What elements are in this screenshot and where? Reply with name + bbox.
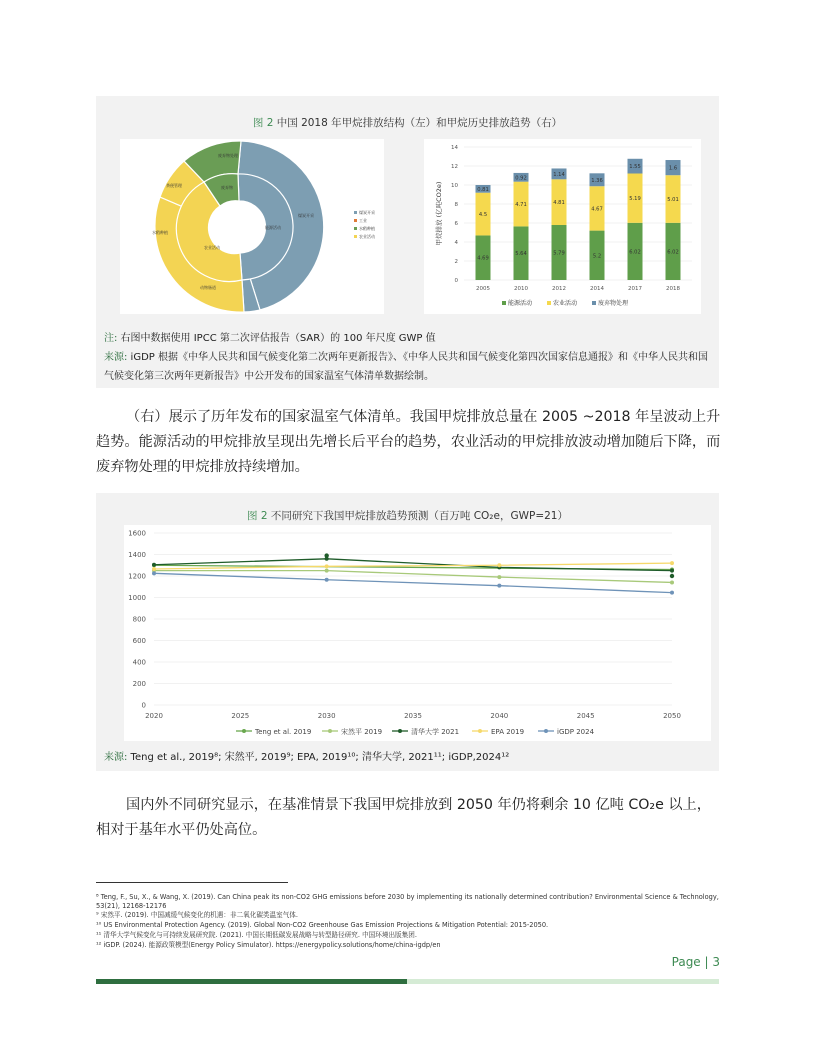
- bar-data-label: 1.55: [629, 164, 641, 171]
- line-y-tick: 1000: [128, 594, 146, 602]
- bar-legend-swatch: [592, 301, 596, 305]
- donut-inner-label-energy: 能源活动: [265, 225, 281, 230]
- donut-legend-label-2: 水稻种植: [359, 226, 375, 231]
- line-y-tick: 600: [132, 637, 146, 645]
- line-legend-marker: [398, 729, 402, 733]
- bar-y-tick: 10: [451, 183, 458, 189]
- line-point: [152, 571, 156, 575]
- line-point: [670, 580, 674, 584]
- bar-y-tick: 6: [454, 221, 458, 227]
- figure1-title-number: 图 2: [252, 117, 274, 129]
- bar-data-label: 1.14: [553, 171, 565, 178]
- bar-data-label: 4.67: [591, 206, 603, 213]
- figure1-box: [96, 96, 719, 388]
- figure2-box: [96, 493, 719, 771]
- footer-bar-light: [407, 979, 719, 984]
- bar-legend-label: 能源活动: [508, 300, 533, 307]
- stacked-bar-chart: [424, 139, 701, 314]
- bar-data-label: 6.02: [667, 249, 679, 256]
- bar-legend-label: 农业活动: [553, 300, 578, 307]
- footnote-9: ⁹ 宋然平. (2019). 中国减缓气候变化的机遇：非二氧化碳类温室气体.: [96, 911, 298, 919]
- donut-legend-label-1: 工业: [359, 218, 367, 223]
- donut-legend-swatch-0: [354, 211, 357, 214]
- donut-legend-swatch-3: [354, 235, 357, 238]
- donut-legend-swatch-2: [354, 227, 357, 230]
- donut-outer-label-4: 粪便管理: [166, 183, 182, 188]
- footnote-12: ¹² iGDP. (2024). 能源政策模型(Energy Policy Simulator). https://energypolicy.solutions/home/china-igdp/en: [96, 941, 441, 949]
- bar-x-tick: 2017: [628, 286, 642, 292]
- donut-outer-label-2: 水稻种植: [152, 230, 168, 235]
- bar-x-tick: 2005: [476, 286, 490, 292]
- line-panel: [124, 525, 711, 741]
- bar-data-label: 6.02: [629, 249, 641, 256]
- line-point: [325, 564, 329, 568]
- bar-data-label: 0.81: [477, 186, 489, 193]
- donut-legend-label-3: 农业活动: [359, 234, 375, 239]
- line-point: [670, 569, 674, 573]
- line-legend-label: 清华大学 2021: [411, 728, 460, 736]
- line-legend-marker: [478, 729, 482, 733]
- bar-legend-label: 废弃物处理: [598, 300, 629, 307]
- line-point: [325, 569, 329, 573]
- line-point: [497, 584, 501, 588]
- bar-x-tick: 2012: [552, 286, 566, 292]
- line-point: [152, 567, 156, 571]
- line-point: [325, 578, 329, 582]
- donut-legend-label-0: 煤炭开采: [359, 210, 375, 215]
- line-x-tick: 2030: [317, 712, 336, 720]
- figure2-source: [104, 748, 712, 767]
- line-legend-label: EPA 2019: [491, 728, 525, 736]
- line-x-tick: 2040: [490, 712, 509, 720]
- donut-inner-label-waste: 废弃物: [221, 185, 233, 190]
- line-x-tick: 2050: [663, 712, 681, 720]
- figure1-source-label: 来源:: [104, 352, 128, 363]
- line-x-tick: 2045: [576, 712, 595, 720]
- figure2-source-text: Teng et al., 2019⁸; 宋然平, 2019⁹; EPA, 2019¹⁰; 清华大学, 2021¹¹; iGDP,2024¹²: [127, 752, 510, 763]
- line-legend-label: iGDP 2024: [557, 728, 595, 736]
- footer-bar-dark: [96, 979, 407, 984]
- footnote-8: ⁸ Teng, F., Su, X., & Wang, X. (2019). Can China peak its non-CO2 GHG emissions before 2030 by implementing its nationally determined contribution? Environmental Science & Technology, 53(21), 12168-12176: [96, 893, 719, 910]
- bar-data-label: 5.2: [592, 253, 602, 260]
- donut-outer-label-0: 废弃物处理: [218, 153, 238, 158]
- bar-data-label: 4.71: [515, 202, 527, 209]
- bar-y-tick: 2: [454, 259, 458, 265]
- figure1-note-text: 右图中数据使用 IPCC 第二次评估报告（SAR）的 100 年尺度 GWP 值: [117, 333, 436, 344]
- footnote-rule: [96, 882, 288, 883]
- figure1-source-text: iGDP 根据《中华人民共和国气候变化第二次两年更新报告》、《中华人民共和国气候变化第四次国家信息通报》和《中华人民共和国气候变化第三次两年更新报告》中公开发布的国家温室气体清单数据绘制。: [104, 352, 708, 382]
- donut-outer-label-1: 煤炭开采: [298, 213, 314, 218]
- line-point: [497, 575, 501, 579]
- bar-panel: [424, 139, 701, 314]
- footnote-10: ¹⁰ US Environmental Protection Agency. (2019). Global Non-CO2 Greenhouse Gas Emission Projections & Mitigation Potential: 2015-2050.: [96, 921, 549, 929]
- bar-legend-swatch: [547, 301, 551, 305]
- bar-data-label: 4.69: [477, 255, 489, 262]
- line-y-tick: 400: [132, 658, 146, 667]
- bar-y-tick: 12: [451, 164, 458, 170]
- donut-inner-label-agri: 农业活动: [204, 245, 220, 250]
- donut-outer-label-3: 动物肠道: [200, 285, 216, 290]
- line-point: [670, 561, 674, 565]
- bar-y-tick: 14: [451, 145, 458, 151]
- bar-data-label: 5.01: [667, 197, 679, 204]
- bar-legend-swatch: [502, 301, 506, 305]
- line-point: [152, 563, 156, 567]
- figure1-note-label: 注:: [104, 333, 118, 344]
- donut-chart: [120, 139, 384, 314]
- line-point-extra: [324, 553, 328, 557]
- line-point: [670, 591, 674, 595]
- bar-data-label: 0.92: [515, 175, 527, 182]
- figure2-title-number: 图 2: [247, 510, 268, 522]
- line-y-tick: 1400: [128, 551, 146, 559]
- donut-panel: [120, 139, 384, 314]
- bar-x-tick: 2014: [590, 286, 604, 292]
- donut-legend-swatch-1: [354, 219, 357, 222]
- line-y-tick: 1200: [128, 572, 146, 581]
- paragraph-1: （右）展示了历年发布的国家温室气体清单。我国甲烷排放总量在 2005 ~2018 年呈波动上升趋势。能源活动的甲烷排放呈现出先增长后平台的趋势，农业活动的甲烷排放波动增加随后下降，而废弃物处理的甲烷排放持续增加。: [96, 409, 721, 475]
- line-y-tick: 800: [132, 615, 146, 624]
- bar-data-label: 5.64: [515, 251, 527, 258]
- figure2-title: [96, 508, 719, 523]
- line-x-tick: 2020: [145, 712, 163, 720]
- line-legend-label: Teng et al. 2019: [255, 728, 312, 736]
- figure1-title: [96, 115, 719, 130]
- paragraph-2: 国内外不同研究显示，在基准情景下我国甲烷排放到 2050 年仍将剩余 10 亿吨 CO₂e 以上，相对于基年水平仍处高位。: [96, 797, 711, 838]
- line-legend-marker: [544, 729, 548, 733]
- bar-data-label: 4.5: [478, 212, 488, 219]
- bar-data-label: 5.79: [553, 250, 565, 257]
- bar-x-tick: 2018: [666, 286, 680, 292]
- footnote-11: ¹¹ 清华大学气候变化与可持续发展研究院. (2021). 中国长期低碳发展战略与转型路径研究. 中国环境出版集团.: [96, 931, 417, 939]
- figure2-title-text: 不同研究下我国甲烷排放趋势预测（百万吨 CO₂e，GWP=21）: [267, 510, 568, 522]
- figure1-title-text: 中国 2018 年甲烷排放结构（左）和甲烷历史排放趋势（右）: [273, 117, 563, 129]
- line-y-tick: 200: [132, 680, 146, 688]
- line-x-tick: 2035: [404, 712, 422, 720]
- bar-y-tick: 8: [454, 202, 458, 208]
- line-x-tick: 2025: [231, 712, 250, 720]
- bar-x-tick: 2010: [514, 286, 528, 292]
- bar-y-tick: 0: [454, 278, 458, 284]
- figure1-source: [104, 348, 712, 386]
- line-legend-label: 宋然平 2019: [341, 728, 383, 736]
- line-y-tick: 1600: [128, 529, 146, 538]
- bar-y-tick: 4: [454, 240, 458, 246]
- line-y-tick: 0: [141, 701, 146, 710]
- page-number: Page | 3: [671, 955, 720, 969]
- bar-data-label: 5.19: [629, 196, 641, 203]
- line-point: [497, 563, 501, 567]
- figure2-source-label: 来源:: [104, 752, 128, 763]
- bar-data-label: 4.81: [553, 200, 565, 207]
- bar-data-label: 1.6: [668, 165, 678, 172]
- line-chart: [124, 525, 711, 741]
- bar-y-axis-label: 甲烷排放 (亿吨CO2e): [435, 181, 443, 246]
- line-legend-marker: [242, 729, 246, 733]
- line-point-extra: [670, 574, 674, 578]
- line-legend-marker: [328, 729, 332, 733]
- figure1-note: [104, 329, 712, 348]
- bar-data-label: 1.36: [591, 177, 603, 184]
